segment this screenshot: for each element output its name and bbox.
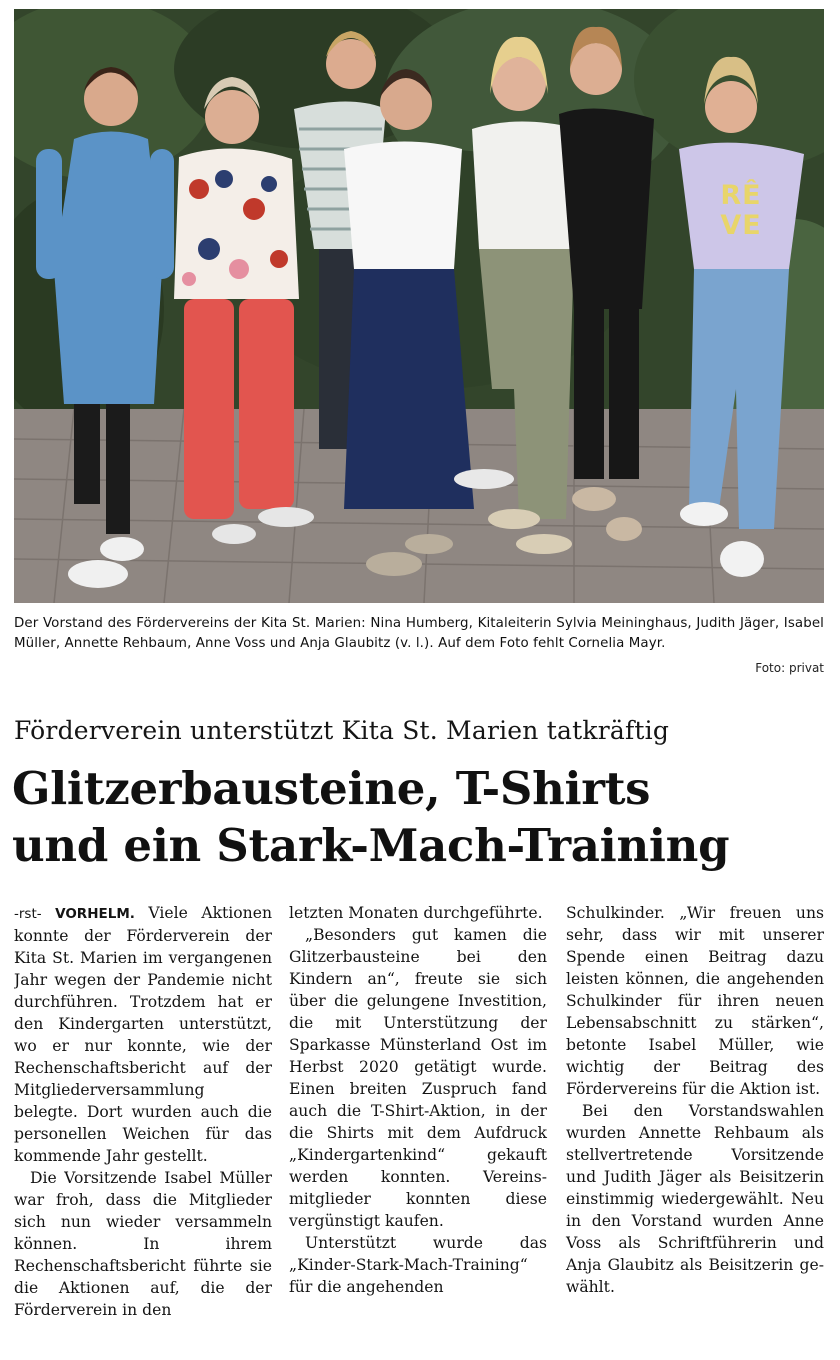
shirt-print-label: RÊ VE (720, 180, 762, 241)
article-headline (12, 760, 832, 874)
photo-caption: Der Vorstand des Fördervereins der Kita St. Marien: Nina Humberg, Kitaleiterin Sylvia Meininghaus, Judith Jäger, Isabel Müller, Annette Rehbaum, Anne Voss und Anja Glaubitz (v. l.). Auf dem Foto fehlt Cornelia Mayr. (14, 616, 824, 651)
paragraph (14, 902, 272, 1167)
column-1 (14, 902, 272, 1321)
group-photo (14, 9, 824, 603)
paragraph: „Besonders gut kamen die Glitzerbausteine bei den Kindern an“, freute sie sich über die gelungene Investition, die mit Unterstützung der Sparkasse Münsterland Ost im Herbst 2020 getätigt wurde. Einen breiten Zuspruch fand auch die T-Shirt-Aktion, in der die Shirts mit dem Aufdruck „Kindergartenkind“ gekauft werden konnten. Vereinsmitglieder konnten diese vergünstigt kaufen. (289, 926, 547, 1230)
dateline: VORHELM. (55, 906, 135, 922)
board-members-photo (14, 9, 824, 603)
headline-line-1: Glitzerbausteine, T-Shirts (12, 762, 651, 815)
paragraph-text: Viele Aktionen konnte der Förderverein der Kita St. Marien im vergangenen Jahr wegen der Pandemie nicht durchführen. Trotzdem hat er den Kindergarten unterstützt, wo er nur konnte, wie der Rechenschaftsbericht auf der Mitgliederversammlung belegte. Dort wurden auch die personellen Weichen für das kommende Jahr gestellt. (14, 904, 272, 1165)
paragraph: letzten Monaten durchgeführte. (289, 904, 543, 922)
paragraph: Unterstützt wurde das „Kinder-Stark-Mach-Training“ für die angehenden (289, 1234, 547, 1296)
paragraph: Schulkinder. „Wir freuen uns sehr, dass wir mit unserer Spende einen Beitrag dazu leisten können, die angehenden Schulkinder für ihren neuen Lebensabschnitt zu stärken“, betonte Isabel Müller, wie wichtig der Beitrag des Fördervereins für die Aktion ist. (566, 904, 824, 1098)
photo-credit: Foto: privat (755, 661, 824, 675)
paragraph: Die Vorsitzende Isabel Müller war froh, dass die Mitglieder sich nun wieder versammeln können. In ihrem Rechenschaftsbericht führte sie die Aktionen auf, die der Förderverein in den (14, 1169, 272, 1319)
column-2 (289, 902, 547, 1298)
headline-line-2: und ein Stark-Mach-Training (12, 819, 730, 872)
column-3 (566, 902, 824, 1298)
author-tag: -rst- (14, 906, 42, 922)
article-body (14, 902, 824, 1352)
article-kicker: Förderverein unterstützt Kita St. Marien tatkräftig (14, 716, 670, 745)
paragraph: Bei den Vorstandswahlen wurden Annette Rehbaum als stellvertretende Vorsitzende und Judith Jäger als Beisitzerin einstimmig wiedergewählt. Neu in den Vorstand wurden Anne Voss als Schriftführerin und Anja Glaubitz als Beisitzerin gewählt. (566, 1102, 824, 1296)
